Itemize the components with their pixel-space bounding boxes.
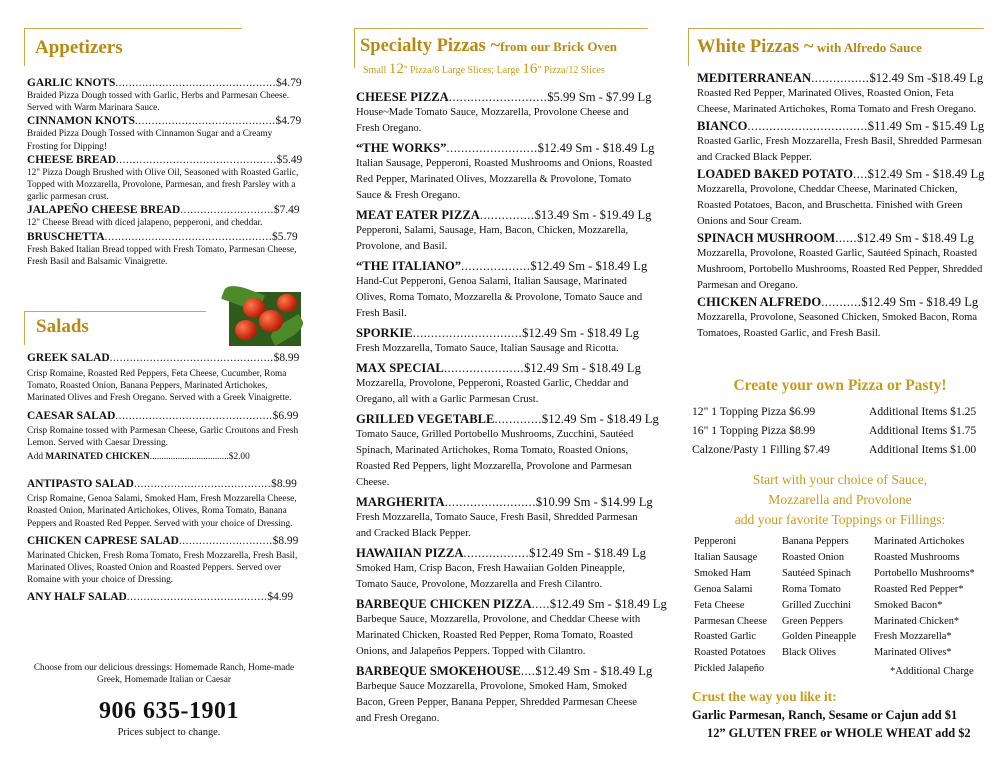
item-description: Mozzarella, Provolone, Pepperoni, Roasted Garlic, Cheddar and Oregano, all with a Garlic Parmesan Crust. bbox=[356, 378, 629, 405]
create-price-row bbox=[692, 421, 990, 440]
size-note-c: '' Pizza/8 Large Slices; Large bbox=[403, 65, 523, 76]
item-title bbox=[356, 663, 652, 679]
base-price: Calzone/Pasty 1 Filling $7.49 bbox=[692, 443, 830, 456]
header-rule bbox=[24, 28, 242, 29]
header-rule bbox=[24, 28, 25, 66]
size-note-e: " Pizza/12 Slices bbox=[537, 65, 605, 76]
item-title bbox=[27, 351, 303, 365]
menu-item bbox=[356, 360, 652, 408]
item-price: $8.99 bbox=[273, 352, 300, 364]
header-rule bbox=[354, 28, 648, 29]
item-title bbox=[27, 76, 302, 90]
item-leader-dots: ........... bbox=[821, 295, 862, 309]
item-description: Fresh Mozzarella, Tomato Sauce, Italian Sausage and Ricotta. bbox=[356, 343, 619, 354]
item-description: Mozzarella, Provolone, Roasted Garlic, Sautéed Spinach, Roasted Mushroom, Portobello Mushrooms, Roasted Red Pepper, Shredded Parmesan and Oregano. bbox=[697, 248, 983, 291]
additional-charge-note: *Additional Charge bbox=[890, 666, 974, 677]
topping-option: Roasted Mushrooms bbox=[874, 551, 960, 563]
toppings-grid bbox=[694, 534, 990, 677]
item-title bbox=[356, 596, 667, 612]
size-note-b: 12 bbox=[388, 61, 404, 77]
item-leader-dots: ...... bbox=[835, 231, 858, 245]
menu-item bbox=[356, 89, 652, 137]
base-price: 16" 1 Topping Pizza $8.99 bbox=[692, 424, 816, 437]
item-description: Italian Sausage, Pepperoni, Roasted Mushrooms and Onions, Roasted Red Pepper, Marinated Olives, Mozzarella & Provolone, Tomato Sauce & Fresh Oregano. bbox=[356, 158, 652, 201]
item-title bbox=[356, 494, 652, 510]
topping-option: Portobello Mushrooms* bbox=[874, 567, 975, 579]
item-description: Barbeque Sauce Mozzarella, Provolone, Smoked Ham, Smoked Bacon, Green Pepper, Banana Pepper, Shredded Parmesan Cheese and Fresh Oregano. bbox=[356, 681, 637, 724]
item-title bbox=[356, 360, 652, 376]
item-price: $12.49 Sm - $18.49 Lg bbox=[541, 412, 659, 426]
specialty-title-main: Specialty Pizzas ~ bbox=[360, 36, 501, 56]
specialty-header bbox=[354, 28, 648, 82]
item-name: JALAPEÑO CHEESE BREAD bbox=[27, 204, 181, 217]
header-rule bbox=[24, 311, 25, 345]
item-price: $12.49 Sm - $18.49 Lg bbox=[522, 326, 639, 340]
item-leader-dots: .......................................... bbox=[126, 591, 268, 604]
phone-number: 906 635-1901 bbox=[99, 698, 239, 724]
item-name: LOADED BAKED POTATO bbox=[697, 167, 854, 181]
item-title bbox=[356, 89, 652, 105]
topping-option: Parmesan Cheese bbox=[694, 615, 767, 627]
item-leader-dots: ............................ bbox=[178, 534, 273, 547]
item-name: CHEESE BREAD bbox=[27, 153, 116, 166]
item-description: Tomato Sauce, Grilled Portobello Mushrooms, Zucchini, Sautéed Spinach, Marinated Artichokes, Roma Tomato, Roasted Onions, Roasted Red Peppers, light Mozzarella, Provolone and Parmesan Cheese. bbox=[356, 429, 634, 488]
item-name: MAX SPECIAL bbox=[356, 361, 444, 375]
create-price-row bbox=[692, 402, 990, 421]
menu-item bbox=[27, 534, 303, 587]
menu-item bbox=[697, 230, 989, 294]
item-description: 12" Cheese Bread with diced jalapeno, pepperoni, and cheddar. bbox=[27, 218, 263, 229]
menu-item bbox=[27, 203, 299, 229]
create-instructions bbox=[690, 470, 990, 530]
white-header bbox=[688, 28, 984, 66]
instruction-line: add your favorite Toppings or Fillings: bbox=[734, 512, 946, 527]
item-title bbox=[697, 230, 989, 246]
topping-option: Sautéed Spinach bbox=[782, 567, 851, 579]
menu-item bbox=[697, 166, 989, 230]
additional-price: Additional Items $1.75 bbox=[869, 424, 977, 437]
item-title bbox=[697, 294, 989, 310]
item-name: GARLIC KNOTS bbox=[27, 77, 116, 89]
item-name: MEDITERRANEAN bbox=[697, 71, 812, 85]
item-price: $12.49 Sm - $18.49 Lg bbox=[537, 141, 655, 155]
item-leader-dots: ................................................ bbox=[115, 153, 277, 166]
item-price: $12.49 Sm - $18.49 Lg bbox=[524, 361, 641, 375]
menu-item bbox=[356, 411, 659, 491]
item-name: “THE WORKS” bbox=[356, 141, 447, 155]
item-leader-dots: ............... bbox=[479, 208, 535, 222]
menu-item bbox=[27, 230, 299, 268]
topping-option: Marinated Artichokes bbox=[874, 536, 965, 547]
item-description: House~Made Tomato Sauce, Mozzarella, Provolone Cheese and Fresh Oregano. bbox=[356, 107, 629, 134]
item-title bbox=[697, 70, 989, 86]
topping-option: Smoked Bacon* bbox=[874, 599, 943, 611]
item-description: Mozzarella, Provolone, Seasoned Chicken, Smoked Bacon, Roma Tomatoes, Roasted Garlic, and Fresh Basil. bbox=[697, 312, 978, 339]
crust-line-1: Garlic Parmesan, Ranch, Sesame or Cajun add $1 bbox=[692, 708, 958, 722]
topping-option: Smoked Ham bbox=[694, 567, 751, 579]
item-description: Braided Pizza Dough Tossed with Cinnamon Sugar and a Creamy Frosting for Dipping! bbox=[27, 129, 273, 152]
item-description: Barbeque Sauce, Mozzarella, Provolone, and Cheddar Cheese with Marinated Chicken, Roasted Red Pepper, Roma Tomato, Roasted Onions, and Jalapeños Peppers. Topped with Cilantro. bbox=[356, 614, 641, 657]
item-description: Mozzarella, Provolone, Cheddar Cheese, Marinated Chicken, Roasted Potatoes, Bacon, and Bruschetta. Finished with Green Onions and Sour Cream. bbox=[697, 184, 963, 227]
item-price: $6.99 bbox=[272, 409, 299, 422]
item-name: CAESAR SALAD bbox=[27, 409, 116, 422]
topping-option bbox=[782, 661, 874, 677]
menu-item bbox=[27, 153, 303, 204]
menu-item bbox=[356, 325, 652, 357]
topping-option: Golden Pineapple bbox=[782, 631, 857, 643]
topping-option: Grilled Zucchini bbox=[782, 599, 851, 611]
topping-option: Roma Tomato bbox=[782, 583, 841, 595]
item-title bbox=[697, 118, 989, 134]
header-rule bbox=[24, 311, 206, 312]
base-price: 12" 1 Topping Pizza $6.99 bbox=[692, 405, 816, 418]
item-leader-dots: ............................ bbox=[180, 204, 274, 217]
menu-item bbox=[27, 76, 302, 114]
item-name: BIANCO bbox=[697, 119, 748, 133]
item-price: $12.49 Sm -$18.49 Lg bbox=[869, 71, 984, 85]
item-description: Pepperoni, Salami, Sausage, Ham, Bacon, Chicken, Mozzarella, Provolone, and Basil. bbox=[356, 225, 629, 252]
menu-item bbox=[27, 351, 303, 405]
menu-item bbox=[356, 258, 652, 322]
item-title bbox=[27, 534, 303, 548]
salads-header bbox=[24, 311, 206, 345]
white-title-sub: with Alfredo Sauce bbox=[813, 40, 922, 55]
add-leader-dots: .................................. bbox=[149, 452, 229, 463]
additional-price: Additional Items $1.00 bbox=[869, 443, 977, 456]
item-title bbox=[27, 409, 303, 423]
appetizers-title: Appetizers bbox=[35, 37, 123, 58]
item-leader-dots: ............. bbox=[494, 412, 542, 426]
topping-option: Roasted Garlic bbox=[694, 631, 757, 643]
item-name: CHICKEN CAPRESE SALAD bbox=[27, 534, 179, 547]
item-price: $12.49 Sm - $18.49 Lg bbox=[857, 231, 974, 245]
item-price: $8.99 bbox=[272, 534, 299, 547]
create-price-table bbox=[692, 402, 990, 459]
menu-item bbox=[356, 140, 655, 204]
topping-option: Fresh Mozzarella* bbox=[874, 631, 952, 643]
menu-item bbox=[356, 494, 652, 542]
item-leader-dots: .......................................... bbox=[134, 115, 276, 128]
menu-item bbox=[697, 294, 989, 342]
specialty-list bbox=[356, 89, 667, 730]
specialty-title bbox=[360, 36, 617, 57]
item-description: 12" Pizza Dough Brushed with Olive Oil, Seasoned with Roasted Garlic, Topped with Mozzarella, Provolone, Parmesan, and fresh Parsley with a garlic parmesan crust. bbox=[27, 167, 299, 203]
topping-option: Pepperoni bbox=[694, 536, 737, 547]
item-name: BARBEQUE SMOKEHOUSE bbox=[356, 664, 521, 678]
item-description: Hand-Cut Pepperoni, Genoa Salami, Italian Sausage, Marinated Olives, Roma Tomato, Mozzarella & Provolone, Tomato Sauce and Fresh Basil. bbox=[356, 276, 643, 319]
item-title bbox=[356, 258, 652, 274]
item-price: $8.99 bbox=[271, 478, 297, 491]
menu-item bbox=[356, 207, 652, 255]
item-leader-dots: .................. bbox=[463, 546, 530, 560]
item-description: Fresh Baked Italian Bread topped with Fresh Tomato, Parmesan Cheese, Fresh Basil and Balsamic Vinaigrette. bbox=[27, 244, 297, 267]
item-title bbox=[27, 203, 299, 217]
item-title bbox=[356, 411, 659, 427]
menu-item bbox=[27, 114, 302, 152]
additional-price: Additional Items $1.25 bbox=[869, 405, 977, 418]
item-price: $5.79 bbox=[272, 230, 298, 243]
item-name: “THE ITALIANO” bbox=[356, 259, 462, 273]
menu-item bbox=[27, 477, 303, 530]
item-price: $4.79 bbox=[275, 115, 302, 128]
size-note-a: Small bbox=[363, 65, 389, 76]
item-leader-dots: ........................... bbox=[448, 90, 548, 104]
header-rule bbox=[688, 28, 984, 29]
item-name: CHICKEN ALFREDO bbox=[697, 295, 822, 309]
item-price: $12.49 Sm - $18.49 Lg bbox=[867, 167, 985, 181]
item-title bbox=[697, 166, 989, 182]
item-leader-dots: .... bbox=[853, 167, 868, 181]
item-title bbox=[356, 207, 652, 223]
item-price: $12.49 Sm - $18.49 Lg bbox=[529, 546, 646, 560]
item-name: BARBEQUE CHICKEN PIZZA bbox=[356, 597, 532, 611]
size-note bbox=[363, 61, 605, 78]
add-prefix: Add bbox=[27, 452, 46, 463]
item-leader-dots: ......................................... bbox=[133, 478, 272, 491]
item-title bbox=[27, 114, 302, 128]
item-name: GREEK SALAD bbox=[27, 352, 110, 364]
item-leader-dots: ................ bbox=[811, 71, 870, 85]
item-leader-dots: ...................... bbox=[443, 361, 525, 375]
item-title bbox=[27, 590, 303, 604]
crust-line-2: 12” GLUTEN FREE or WHOLE WHEAT add $2 bbox=[707, 726, 971, 740]
item-price: $11.49 Sm - $15.49 Lg bbox=[867, 119, 985, 133]
menu-item bbox=[356, 596, 667, 660]
specialty-pizzas-column bbox=[354, 0, 667, 773]
topping-option: Genoa Salami bbox=[694, 583, 753, 595]
topping-option: Marinated Olives* bbox=[874, 647, 952, 659]
header-rule bbox=[354, 28, 355, 68]
price-note: Prices subject to change. bbox=[117, 727, 221, 738]
salad-list bbox=[27, 351, 303, 608]
item-price: $4.79 bbox=[275, 77, 302, 89]
crust-heading: Crust the way you like it: bbox=[692, 689, 837, 704]
topping-option: Banana Peppers bbox=[782, 536, 849, 547]
item-name: MEAT EATER PIZZA bbox=[356, 208, 480, 222]
appetizers-salads-column bbox=[24, 0, 302, 773]
item-name: SPORKIE bbox=[356, 326, 413, 340]
item-description: Crisp Romaine tossed with Parmesan Cheese, Garlic Croutons and Fresh Lemon. Served with Caesar Dressing. bbox=[27, 425, 299, 448]
white-list bbox=[697, 70, 989, 342]
item-name: HAWAIIAN PIZZA bbox=[356, 546, 464, 560]
add-price: $2.00 bbox=[228, 452, 250, 463]
menu-item bbox=[27, 590, 303, 604]
item-description: Smoked Ham, Crisp Bacon, Fresh Hawaiian Golden Pineapple, Tomato Sauce, Provolone, Mozzarella and Fresh Cilantro. bbox=[356, 563, 625, 590]
item-leader-dots: ................................. bbox=[747, 119, 868, 133]
dressings-note: Choose from our delicious dressings: Homemade Ranch, Home-made Greek, Homemade Italian or Caesar bbox=[33, 663, 295, 685]
topping-option: Green Peppers bbox=[782, 615, 843, 627]
item-leader-dots: ......................... bbox=[444, 495, 536, 509]
item-leader-dots: .................................................. bbox=[104, 230, 273, 243]
item-name: BRUSCHETTA bbox=[27, 230, 105, 243]
item-leader-dots: .............................. bbox=[412, 326, 523, 340]
item-name: SPINACH MUSHROOM bbox=[697, 231, 836, 245]
tomatoes-photo bbox=[229, 292, 301, 346]
item-price: $5.49 bbox=[276, 153, 303, 166]
item-leader-dots: ............................................... bbox=[115, 409, 273, 422]
item-price: $5.99 Sm - $7.99 Lg bbox=[547, 90, 652, 104]
item-title bbox=[27, 477, 303, 491]
item-description: Roasted Garlic, Fresh Mozzarella, Fresh Basil, Shredded Parmesan and Cracked Black Pepper. bbox=[697, 136, 982, 163]
topping-option: Feta Cheese bbox=[694, 599, 745, 611]
topping-option: Roasted Potatoes bbox=[694, 647, 766, 659]
create-title: Create your own Pizza or Pasty! bbox=[733, 377, 947, 394]
instruction-line: Start with your choice of Sauce, bbox=[752, 472, 928, 487]
specialty-title-sub: from our Brick Oven bbox=[500, 39, 617, 54]
item-name: ANY HALF SALAD bbox=[27, 591, 127, 604]
item-name: CINNAMON KNOTS bbox=[27, 115, 135, 128]
item-name: GRILLED VEGETABLE bbox=[356, 412, 495, 426]
item-title bbox=[356, 140, 655, 156]
white-pizzas-column bbox=[690, 0, 988, 773]
item-leader-dots: .... bbox=[520, 664, 536, 678]
item-description: Braided Pizza Dough tossed with Garlic, Herbs and Parmesan Cheese. Served with Warm Marinara Sauce. bbox=[27, 91, 290, 114]
item-price: $4.99 bbox=[267, 591, 294, 604]
topping-option: Roasted Onion bbox=[782, 551, 845, 563]
menu-item bbox=[27, 409, 303, 464]
topping-option: Roasted Red Pepper* bbox=[874, 583, 964, 595]
white-title bbox=[697, 37, 922, 58]
item-title bbox=[356, 325, 652, 341]
item-price: $12.49 Sm - $18.49 Lg bbox=[861, 295, 979, 309]
item-title bbox=[27, 153, 303, 167]
size-note-d: 16 bbox=[522, 61, 538, 77]
salads-title: Salads bbox=[36, 316, 89, 337]
item-description: Crisp Romaine, Genoa Salami, Smoked Ham, Fresh Mozzarella Cheese, Roasted Onion, Marinated Artichokes, Olives, Roma Tomato, Banana Peppers and Roasted Red Pepper. Served with your choice of Dressing. bbox=[27, 494, 297, 529]
menu-item bbox=[356, 545, 652, 593]
menu-item bbox=[697, 118, 989, 166]
item-price: $10.99 Sm - $14.99 Lg bbox=[535, 495, 653, 509]
white-title-main: White Pizzas ~ bbox=[697, 37, 814, 57]
item-leader-dots: ................... bbox=[461, 259, 531, 273]
item-price: $13.49 Sm - $19.49 Lg bbox=[534, 208, 652, 222]
topping-option: Italian Sausage bbox=[694, 551, 758, 563]
appetizers-header bbox=[24, 28, 242, 66]
menu-item bbox=[356, 663, 652, 727]
item-price: $12.49 Sm - $18.49 Lg bbox=[530, 259, 648, 273]
item-price: $12.49 Sm - $18.49 Lg bbox=[535, 664, 653, 678]
instruction-line: Mozzarella and Provolone bbox=[768, 492, 912, 507]
item-description: Fresh Mozzarella, Tomato Sauce, Fresh Basil, Shredded Parmesan and Cracked Black Pepper. bbox=[356, 512, 638, 539]
item-leader-dots: ................................................ bbox=[115, 77, 276, 89]
item-leader-dots: ......................... bbox=[446, 141, 538, 155]
create-price-row bbox=[692, 440, 990, 459]
item-name: CHEESE PIZZA bbox=[356, 90, 449, 104]
add-item-name: MARINATED CHICKEN bbox=[45, 452, 150, 463]
item-price: $12.49 Sm - $18.49 Lg bbox=[549, 597, 667, 611]
topping-option: Pickled Jalapeño bbox=[694, 663, 765, 675]
item-name: ANTIPASTO SALAD bbox=[27, 478, 134, 491]
item-title bbox=[356, 545, 652, 561]
add-chicken-option bbox=[27, 451, 303, 463]
item-leader-dots: ..... bbox=[531, 597, 550, 611]
item-description: Marinated Chicken, Fresh Roma Tomato, Fresh Mozzarella, Fresh Basil, Marinated Olives, Roasted Onion and Roasted Peppers. Served over Romaine with your choice of Dressing. bbox=[27, 550, 298, 586]
topping-option: Marinated Chicken* bbox=[874, 615, 960, 627]
topping-option: Black Olives bbox=[782, 647, 836, 659]
item-name: MARGHERITA bbox=[356, 495, 445, 509]
item-price: $7.49 bbox=[273, 204, 300, 217]
item-title bbox=[27, 230, 299, 244]
appetizer-list bbox=[27, 76, 303, 268]
item-description: Roasted Red Pepper, Marinated Olives, Roasted Onion, Feta Cheese, Marinated Artichokes, Roma Tomato and Fresh Oregano. bbox=[697, 88, 977, 115]
menu-item bbox=[697, 70, 989, 118]
item-leader-dots: ................................................. bbox=[109, 352, 274, 364]
item-description: Crisp Romaine, Roasted Red Peppers, Feta Cheese, Cucumber, Roma Tomato, Roasted Onion, Banana Peppers, Marinated Artichokes, Marinated Olives and Fresh Oregano. Served with a Greek Vinaigrette. bbox=[27, 369, 292, 404]
header-rule bbox=[688, 28, 689, 66]
